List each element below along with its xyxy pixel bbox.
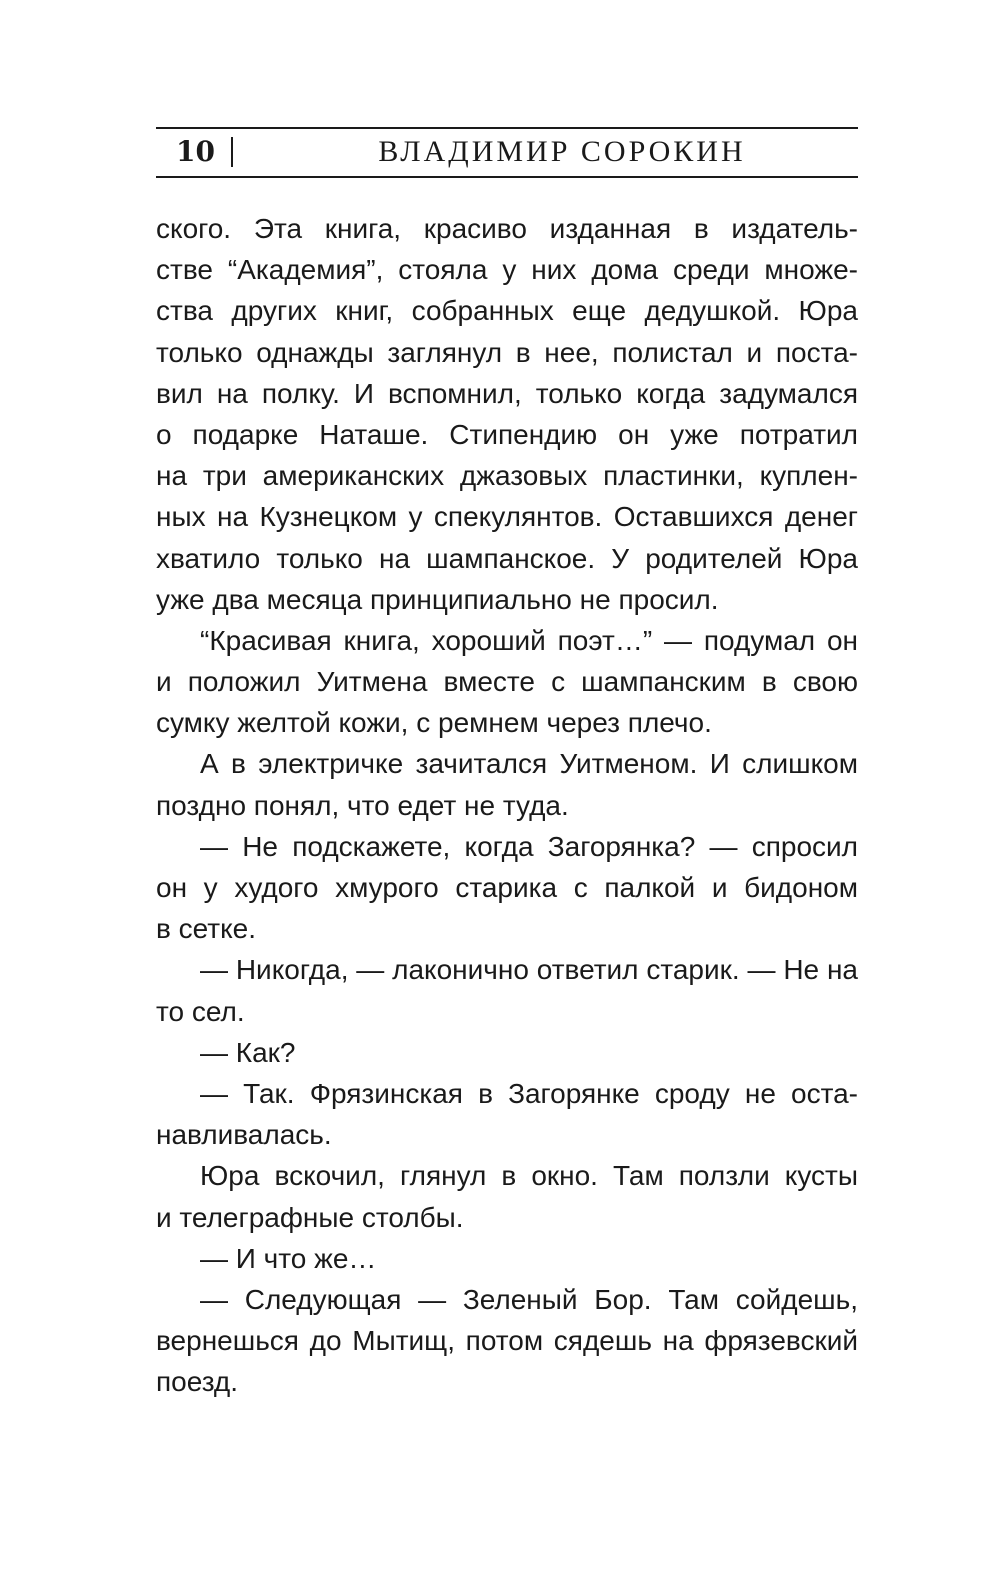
text-line: стве “Академия”, стояла у них дома среди множе-: [156, 254, 858, 286]
text-line: ства других книг, собранных еще дедушкой. Юра: [156, 295, 858, 327]
text-line: в сетке.: [156, 913, 257, 945]
header-divider: [231, 137, 233, 167]
text-line: — Следующая — Зеленый Бор. Там сойдешь,: [200, 1283, 858, 1315]
text-line: уже два месяца принципиально не просил.: [156, 583, 719, 615]
text-line: — Как?: [200, 1036, 296, 1068]
text-line: хватило только на шампанское. У родителей Юра: [156, 542, 858, 574]
text-line: А в электричке зачитался Уитменом. И слишком: [200, 748, 858, 780]
text-line: поздно понял, что едет не туда.: [156, 789, 569, 821]
text-line: ского. Эта книга, красиво изданная в издатель-: [156, 213, 858, 244]
text-line: — Не подскажете, когда Загорянка? — спросил: [200, 830, 858, 862]
text-line: “Красивая книга, хороший поэт…” — подумал он: [200, 624, 858, 656]
text-line: вил на полку. И вспомнил, только когда задумался: [156, 377, 858, 409]
page-number: 10: [176, 135, 215, 168]
text-line: сумку желтой кожи, с ремнем через плечо.: [156, 707, 712, 739]
text-line: поезд.: [156, 1366, 239, 1398]
body-text: [156, 208, 858, 1402]
text-line: — И что же…: [200, 1242, 377, 1274]
text-line: навливалась.: [156, 1119, 332, 1151]
text-line: о подарке Наташе. Стипендию он уже потратил: [156, 418, 858, 450]
text-line: и телеграфные столбы.: [156, 1201, 464, 1233]
running-header: [156, 127, 858, 178]
text-line: — Так. Фрязинская в Загорянке сроду не оста-: [200, 1077, 858, 1109]
author-name: ВЛАДИМИР СОРОКИН: [378, 135, 746, 168]
text-line: вернешься до Мытищ, потом сядешь на фрязевский: [156, 1325, 858, 1357]
text-line: — Никогда, — лаконично ответил старик. — Не на: [200, 954, 858, 986]
text-line: то сел.: [156, 995, 245, 1027]
text-line: на три американских джазовых пластинки, куплен-: [156, 460, 858, 492]
text-line: и положил Уитмена вместе с шампанским в свою: [156, 666, 858, 698]
text-line: Юра вскочил, глянул в окно. Там ползли кусты: [200, 1160, 858, 1192]
text-line: он у худого хмурого старика с палкой и бидоном: [156, 872, 858, 903]
text-line: только однажды заглянул в нее, полистал и поста-: [156, 336, 858, 368]
text-line: ных на Кузнецком у спекулянтов. Оставшихся денег: [156, 501, 858, 533]
